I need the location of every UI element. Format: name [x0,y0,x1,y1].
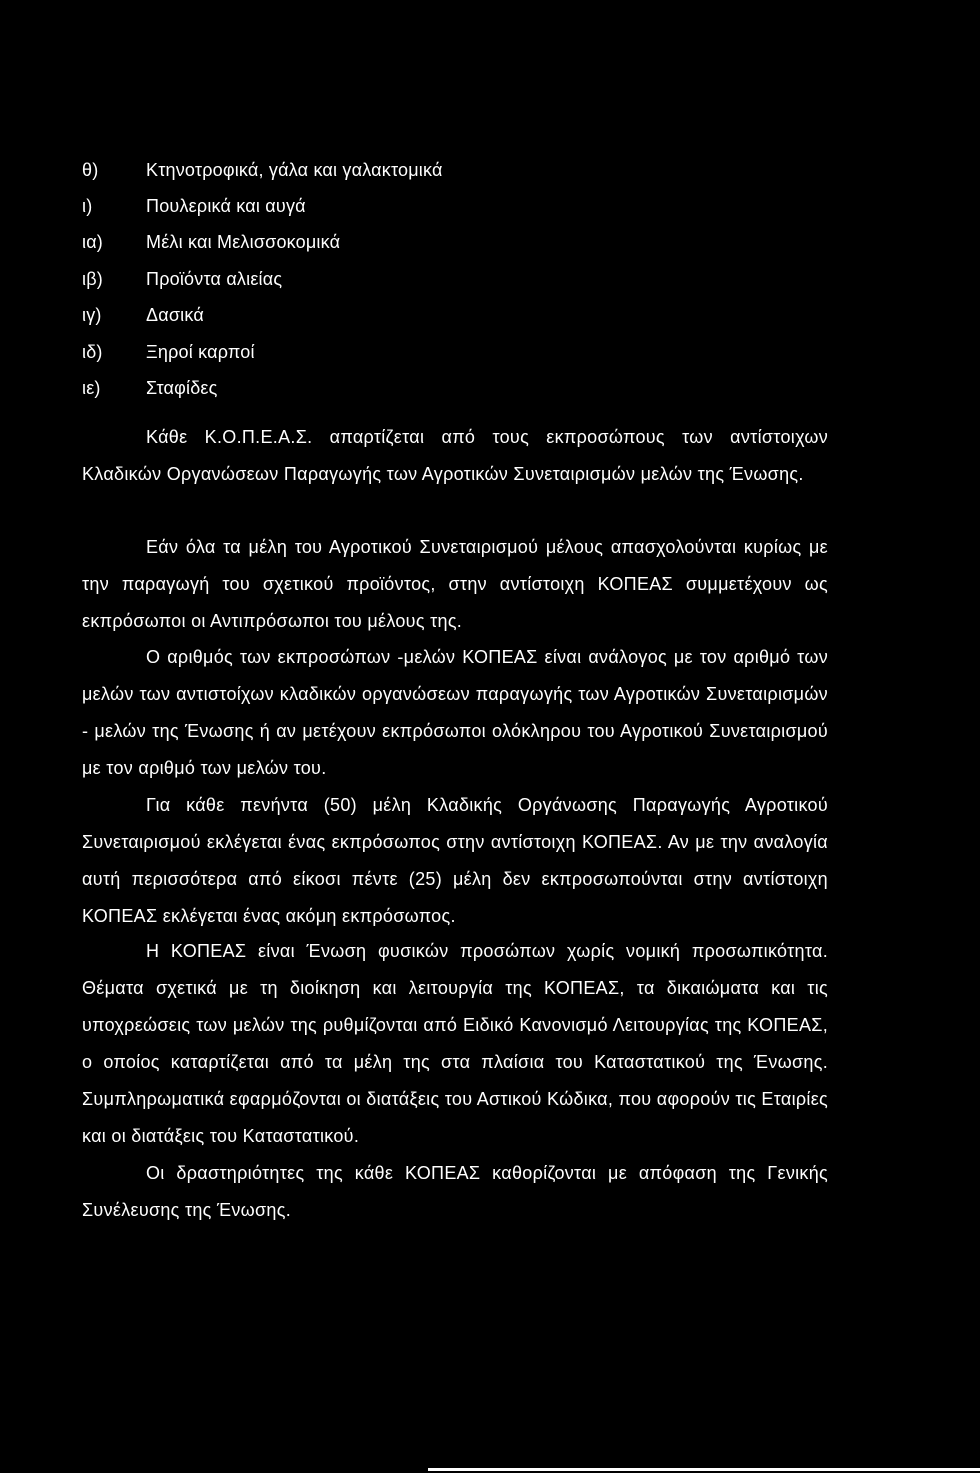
list-item [82,334,842,370]
list-item [82,152,842,188]
list-marker: ιε) [82,378,101,399]
list-label: Κτηνοτροφικά, γάλα και γαλακτομικά [146,159,443,180]
list-item [82,261,842,297]
paragraph-representatives: Εάν όλα τα μέλη του Αγροτικού Συνεταιρισμού μέλους απασχολούνται κυρίως με την παραγωγή του σχετικού προϊόντος, στην αντίστοιχη ΚΟΠΕΑΣ συμμετέχουν ως εκπρόσωποι οι Αντιπρόσωποι του μέλους της. [82,537,828,631]
list-label: Ξηροί καρποί [146,341,255,362]
list-label: Προϊόντα αλιείας [146,268,283,289]
list-item [82,370,842,406]
list-marker: θ) [82,159,99,180]
list-marker: ια) [82,232,103,253]
list-item [82,188,842,224]
paragraph-number-of-representatives: Ο αριθμός των εκπροσώπων -μελών ΚΟΠΕΑΣ είναι ανάλογος με τον αριθμό των μελών των αντιστοίχων κλαδικών οργανώσεων παραγωγής των Αγροτικών Συνεταιρισμών - μελών της Ένωσης ή αν μετέχουν εκπρόσωποι ολόκληρου του Αγροτικού Συνεταιρισμού με τον αριθμό των μελών του. [82,647,828,778]
list-label: Σταφίδες [146,378,218,399]
list-marker: ι) [82,196,93,217]
product-category-list [82,152,842,407]
list-marker: ιβ) [82,268,103,289]
paragraph-composition: Κάθε Κ.Ο.Π.Ε.Α.Σ. απαρτίζεται από τους εκπροσώπους των αντίστοιχων Κλαδικών Οργανώσεων Παραγωγής των Αγροτικών Συνεταιρισμών μελών της Ένωσης. [82,427,828,484]
paragraph-election-ratio: Για κάθε πενήντα (50) μέλη Κλαδικής Οργάνωσης Παραγωγής Αγροτικού Συνεταιρισμού εκλέγεται ένας εκπρόσωπος στην αντίστοιχη ΚΟΠΕΑΣ. Αν με την αναλογία αυτή περισσότερα από είκοσι πέντε (25) μέλη δεν εκπροσωπούνται στην αντίστοιχη ΚΟΠΕΑΣ εκλέγεται ένας ακόμη εκπρόσωπος. [82,795,828,926]
list-label: Πουλερικά και αυγά [146,196,306,217]
paragraph-legal-status: Η ΚΟΠΕΑΣ είναι Ένωση φυσικών προσώπων χωρίς νομική προσωπικότητα. Θέματα σχετικά με τη διοίκηση και λειτουργία της ΚΟΠΕΑΣ, τα δικαιώματα και τις υποχρεώσεις των μελών της ρυθμίζονται από Ειδικό Κανονισμό Λειτουργίας της ΚΟΠΕΑΣ, ο οποίος καταρτίζεται από τα μέλη της στα πλαίσια του Καταστατικού της Ένωσης. Συμπληρωματικά εφαρμόζονται οι διατάξεις του Αστικού Κώδικα, που αφορούν τις Εταιρίες και οι διατάξεις του Καταστατικού. [82,941,828,1146]
list-item [82,298,842,334]
list-marker: ιδ) [82,341,103,362]
footer-divider [428,1468,980,1471]
list-label: Δασικά [146,305,204,326]
list-label: Μέλι και Μελισσοκομικά [146,232,341,253]
list-item [82,225,842,261]
paragraph-activities: Οι δραστηριότητες της κάθε ΚΟΠΕΑΣ καθορίζονται με απόφαση της Γενικής Συνέλευσης της Ένωσης. [82,1163,828,1220]
list-marker: ιγ) [82,305,102,326]
